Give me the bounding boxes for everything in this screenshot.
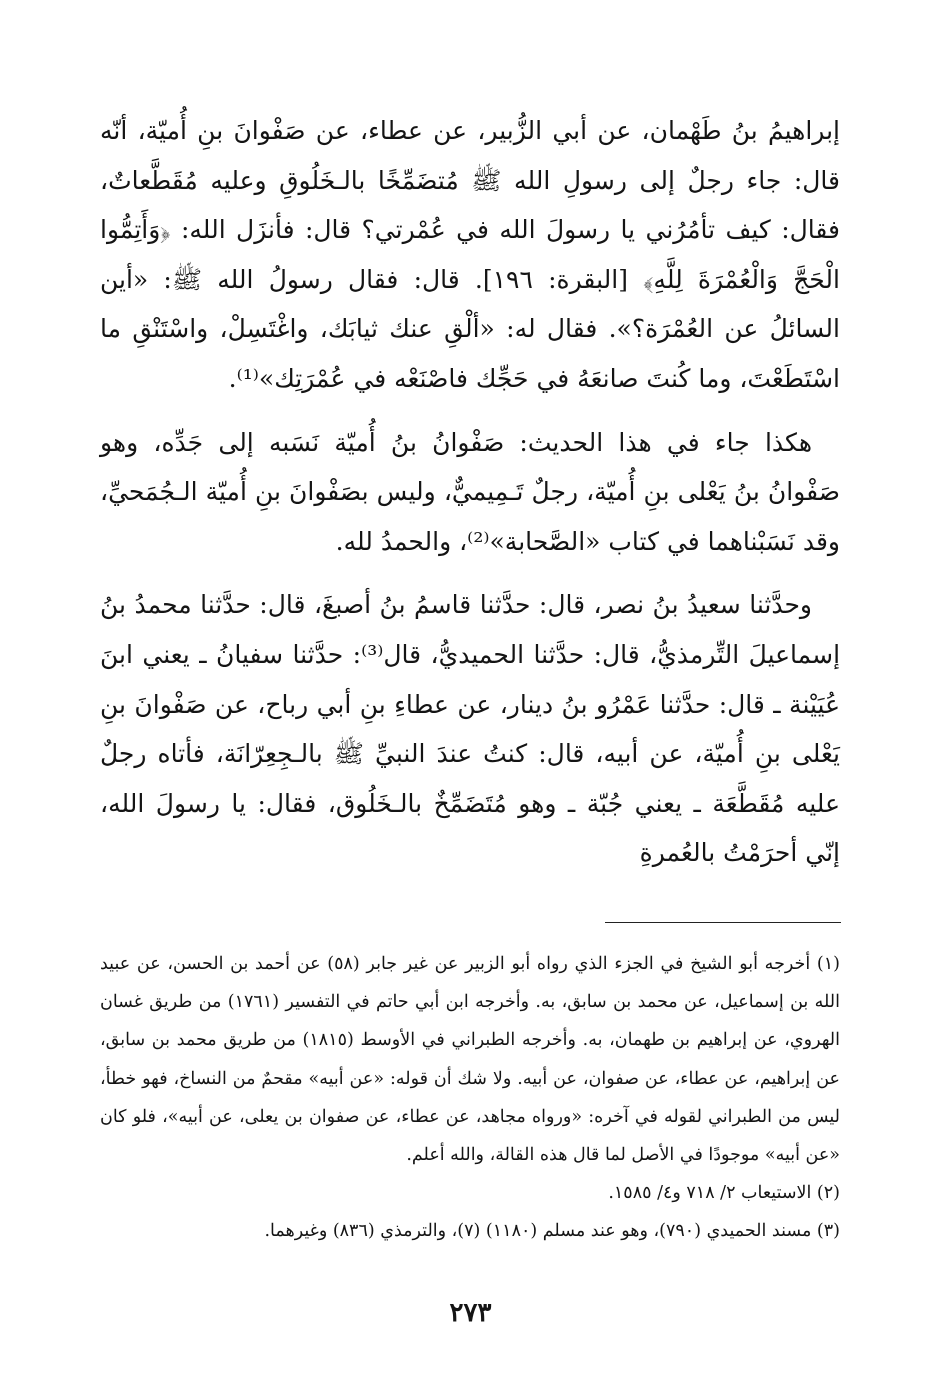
paragraph-3: وحدَّثنا سعيدُ بنُ نصر، قال: حدَّثنا قاسمُ بنُ أصبغَ، قال: حدَّثنا محمدُ بنُ إسماعيلَ التِّرمذيُّ، قال: حدَّثنا الحميديُّ، قال⁽³⁾: حدَّثنا سفيانُ ـ يعني ابنَ عُيَيْنة ـ قال: حدَّثنا عَمْرُو بنُ دينار، عن عطاءِ بنِ أبي رباح، عن صَفْوانَ بنِ يَعْلى بنِ أُميّة، عن أبيه، قال: كنتُ عندَ النبيِّ ﷺ بالـجِعِرّانَة، فأتاه رجلٌ عليه مُقَطَّعَة ـ يعني جُبّة ـ وهو مُتَضَمِّخٌ بالـخَلُوق، فقال: يا رسولَ الله، إنّي أحرَمْتُ بالعُمرةِ xyxy=(100,590,841,868)
footnote-divider xyxy=(605,922,841,923)
paragraph-1: إبراهيمُ بنُ طَهْمان، عن أبي الزُّبير، عن عطاء، عن صَفْوانَ بنِ أُميّة، أنّه قال: جاء رجلٌ إلى رسولِ الله ﷺ مُتضَمِّخًا بالـخَلُوقِ وعليه مُقَطَّعاتٌ، فقال: كيف تأمُرُني يا رسولَ الله في عُمْرتي؟ قال: فأنزَل الله: ﴿وَأَتِمُّوا الْحَجَّ وَالْعُمْرَةَ لِلَّهِ﴾ [البقرة: ١٩٦]. قال: فقال رسولُ الله ﷺ: «أين السائلُ عن العُمْرَة؟». فقال له: «ألْقِ عنك ثيابَك، واغْتَسِلْ، واسْتَنْقِ ما اسْتَطَعْتَ، وما كُنتَ صانعَهُ في حَجِّك فاصْنَعْه في عُمْرَتِك»⁽¹⁾. xyxy=(100,116,840,393)
footnote-1: (١) أخرجه أبو الشيخ في الجزء الذي رواه أبو الزبير عن غير جابر (٥٨) عن أحمد بن الحسن، عن عبيد الله بن إسماعيل، عن محمد بن سابق، به. وأخرجه ابن أبي حاتم في التفسير (١٧٦١) من طريق غسان الهروي، عن إبراهيم بن طهمان، به. وأخرجه الطبراني في الأوسط (١٨١٥) من طريق محمد بن سابق، عن إبراهيم، عن عطاء، عن صفوان، عن أبيه. ولا شك أن قوله: «عن أبيه» مقحمٌ من النساخ، فهو خطأ، ليس من الطبراني لقوله في آخره: «ورواه مجاهد، عن عطاء، عن صفوان بن يعلى، عن أبيه»، فلو كان «عن أبيه» موجودًا في الأصل لما قال هذه القالة، والله أعلم. xyxy=(100,954,840,1166)
main-text xyxy=(100,106,840,878)
main-text-block xyxy=(100,106,840,892)
paragraph-2: هكذا جاء في هذا الحديث: صَفْوانُ بنُ أُميّة نَسَبه إلى جَدِّه، وهو صَفْوانُ بنُ يَعْلى بنِ أُميّة، رجلٌ تَـمِيميٌّ، وليس بصَفْوانَ بنِ أُميّة الـجُمَحيِّ، وقد نَسَبْناهما في كتاب «الصَّحابة»⁽²⁾، والحمدُ لله. xyxy=(100,427,840,556)
footnote-3: (٣) مسند الحميدي (٧٩٠)، وهو عند مسلم (١١٨٠) (٧)، والترمذي (٨٣٦) وغيرهما. xyxy=(264,1221,840,1242)
footnotes xyxy=(100,945,840,1251)
page-number: ٢٧٣ xyxy=(449,1298,492,1328)
footnote-2: (٢) الاستيعاب ٢/ ٧١٨ و٤/ ١٥٨٥. xyxy=(608,1183,840,1204)
